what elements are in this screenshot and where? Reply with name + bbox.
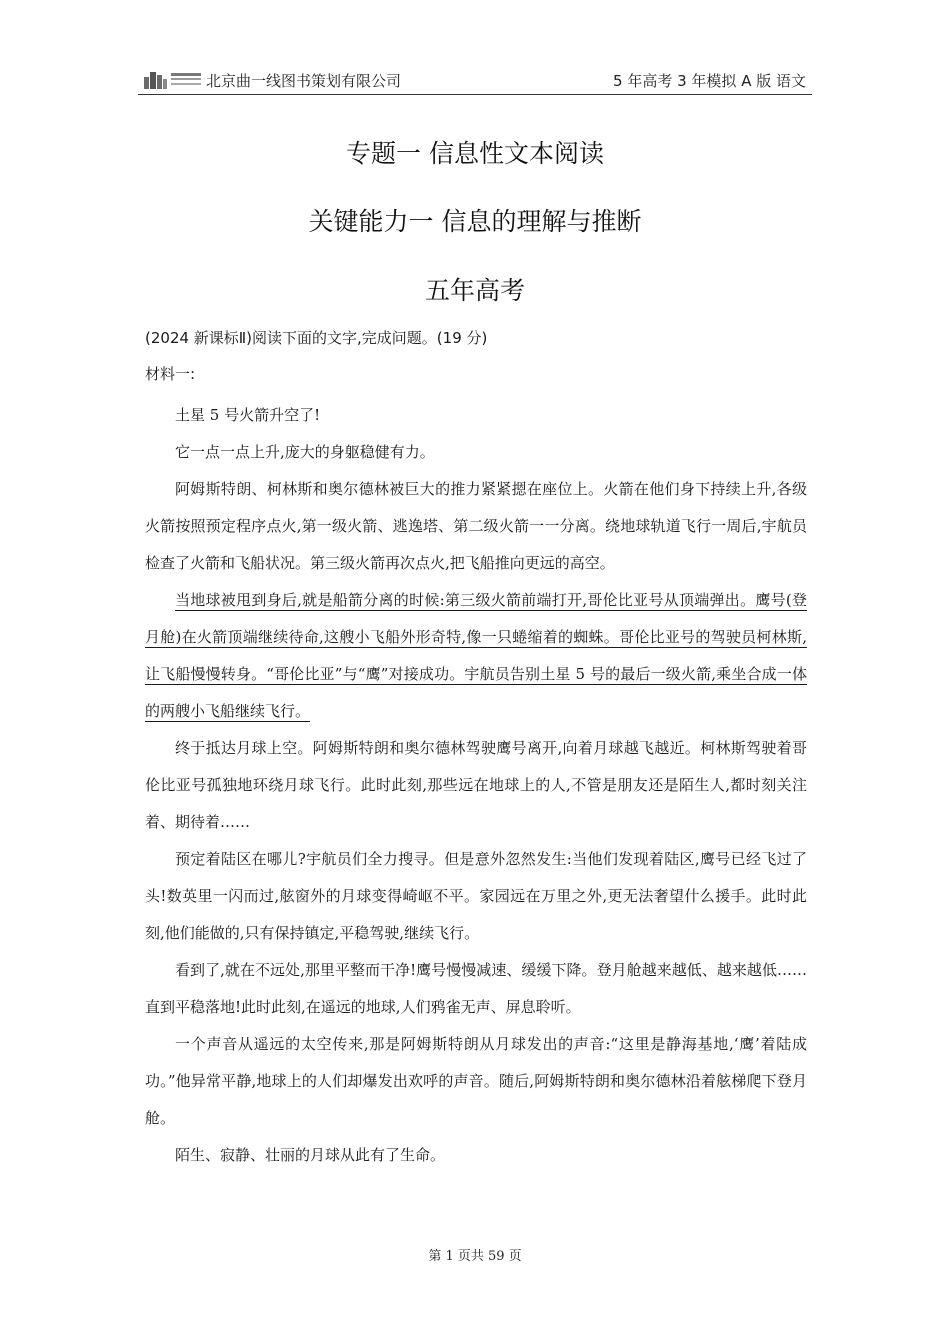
- paragraph: 它一点一点上升,庞大的身躯稳健有力。: [175, 443, 435, 461]
- underlined-text: 当地球被甩到身后,就是船箭分离的时候:第三级火箭前端打开,哥伦比亚号从顶端弹出。鹰号(登月舱)在火箭顶端继续待命,这艘小飞船外形奇特,像一只蜷缩着的蜘蛛。哥伦比亚号的驾驶员柯林斯,让飞船慢慢转身。“哥伦比亚”与“鹰”对接成功。宇航员告别土星 5 号的最后一级火箭,乘坐合成一体的两艘小飞船继续飞行。: [145, 591, 807, 720]
- paragraph: 看到了,就在不远处,那里平整而干净!鹰号慢慢减速、缓缓下降。登月舱越来越低、越来越低……直到平稳落地!此时此刻,在遥远的地球,人们鸦雀无声、屏息聆听。: [145, 961, 807, 1016]
- page-number: 第 1 页共 59 页: [428, 1249, 522, 1264]
- question-source: (2024 新课标Ⅱ)阅读下面的文字,完成问题。(19 分): [145, 329, 488, 347]
- section-title: 五年高考: [424, 276, 525, 305]
- paragraph: 土星 5 号火箭升空了!: [175, 406, 321, 424]
- company-name: 北京曲一线图书策划有限公司: [206, 72, 402, 90]
- paragraph: 阿姆斯特朗、柯林斯和奥尔德林被巨大的推力紧紧摁在座位上。火箭在他们身下持续上升,各级火箭按照预定程序点火,第一级火箭、逃逸塔、第二级火箭一一分离。绕地球轨道飞行一周后,宇航员检查了火箭和飞船状况。第三级火箭再次点火,把飞船推向更远的高空。: [145, 480, 807, 572]
- underlined-paragraph: [145, 582, 807, 730]
- ability-title: 关键能力一 信息的理解与推断: [308, 207, 642, 236]
- topic-title: 专题一 信息性文本阅读: [346, 139, 604, 168]
- article-body: [145, 397, 807, 1174]
- page-header: [138, 64, 812, 95]
- book-series: 5 年高考 3 年模拟 A 版 语文: [613, 72, 806, 90]
- paragraph: 陌生、寂静、壮丽的月球从此有了生命。: [175, 1146, 446, 1164]
- building-logo-icon: [140, 68, 204, 90]
- paragraph: 预定着陆区在哪儿?宇航员们全力搜寻。但是意外忽然发生:当他们发现着陆区,鹰号已经飞过了头!数英里一闪而过,舷窗外的月球变得崎岖不平。家园远在万里之外,更无法奢望什么援手。此时此刻,他们能做的,只有保持镇定,平稳驾驶,继续飞行。: [145, 850, 807, 942]
- paragraph: 终于抵达月球上空。阿姆斯特朗和奥尔德林驾驶鹰号离开,向着月球越飞越近。柯林斯驾驶着哥伦比亚号孤独地环绕月球飞行。此时此刻,那些远在地球上的人,不管是朋友还是陌生人,都时刻关注着、期待着……: [145, 739, 807, 831]
- paragraph: 一个声音从遥远的太空传来,那是阿姆斯特朗从月球发出的声音:“这里是静海基地,‘鹰’着陆成功。”他异常平静,地球上的人们却爆发出欢呼的声音。随后,阿姆斯特朗和奥尔德林沿着舷梯爬下登月舱。: [145, 1035, 807, 1127]
- material-label: 材料一:: [145, 365, 196, 383]
